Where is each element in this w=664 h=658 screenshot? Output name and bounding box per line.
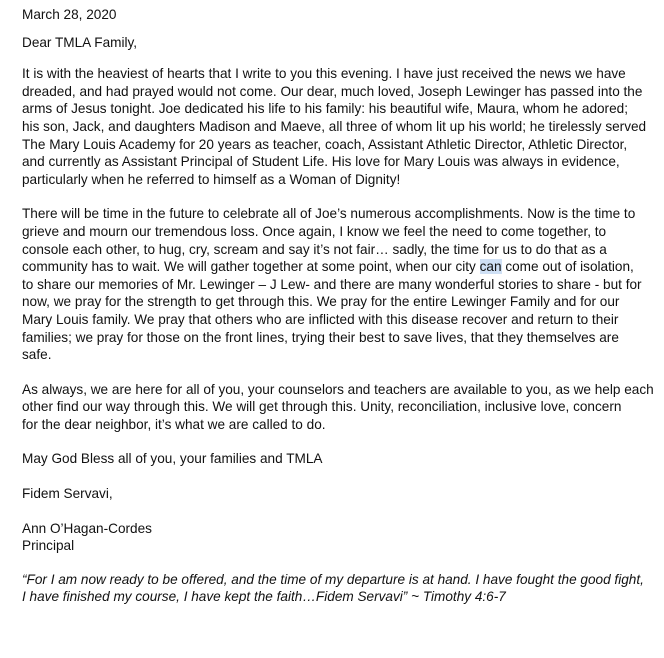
paragraph-line: console each other, to hug, cry, scream and say it’s not fair… sadly, the time for us to do that as a (22, 241, 607, 257)
blessing-text: May God Bless all of you, your families and TMLA (22, 451, 323, 467)
selected-word-highlight[interactable]: can (479, 259, 502, 275)
letter-greeting (22, 34, 646, 52)
paragraph-line: There will be time in the future to celebrate all of Joe’s numerous accomplishments. Now is the time to (22, 206, 636, 222)
paragraph-line: It is with the heaviest of hearts that I write to you this evening. I have just received the news we have (22, 66, 626, 82)
paragraph-line: particularly when he referred to himself as a Woman of Dignity! (22, 171, 401, 187)
closing (22, 485, 646, 503)
paragraph-line-with-selection (22, 258, 646, 276)
blessing (22, 450, 646, 468)
line-segment: come out of isolation, (501, 259, 634, 275)
paragraph-1 (22, 65, 646, 188)
paragraph-line: safe. (22, 347, 52, 363)
paragraph-line: his son, Jack, and daughters Madison and Maeve, all three of whom lit up his world; he tirelessly served (22, 118, 647, 134)
paragraph-line: now, we pray for the strength to get through this. We pray for the entire Lewinger Family and for our (22, 294, 620, 310)
date-text: March 28, 2020 (22, 7, 117, 22)
paragraph-line: and currently as Assistant Principal of Student Life. His love for Mary Louis was always in evidence, (22, 154, 620, 170)
signature-name: Ann O’Hagan-Cordes (22, 520, 152, 536)
paragraph-line: to share our memories of Mr. Lewinger – J Lew- and there are many wonderful stories to share - but for (22, 276, 642, 292)
paragraph-line: Mary Louis family. We pray that others who are inflicted with this disease recover and return to their (22, 311, 619, 327)
letter-date (22, 6, 646, 24)
paragraph-line: other find our way through this. We will get through this. Unity, reconciliation, inclusive love, concern (22, 399, 622, 415)
line-segment: community has to wait. We will gather together at some point, when our city (22, 259, 480, 275)
paragraph-line: The Mary Louis Academy for 20 years as teacher, coach, Assistant Athletic Director, Athletic Director, (22, 136, 628, 152)
paragraph-line: As always, we are here for all of you, your counselors and teachers are available to you, as we help each (22, 381, 654, 397)
scripture-quote (22, 571, 646, 606)
closing-text: Fidem Servavi, (22, 486, 113, 502)
paragraph-2 (22, 205, 646, 363)
quote-line: I have finished my course, I have kept the faith…Fidem Servavi” ~ Timothy 4:6-7 (22, 589, 506, 605)
paragraph-line: grieve and mourn our tremendous loss. Once again, I know we feel the need to come together, to (22, 223, 607, 239)
signature-title: Principal (22, 538, 75, 554)
quote-line: “For I am now ready to be offered, and the time of my departure is at hand. I have fought the good fight, (22, 571, 644, 587)
paragraph-3 (22, 381, 654, 434)
paragraph-line: arms of Jesus tonight. Joe dedicated his life to his family: his beautiful wife, Maura, whom he adored; (22, 101, 628, 117)
paragraph-line: dreaded, and had prayed would not come. Our dear, much loved, Joseph Lewinger has passed into the (22, 83, 643, 99)
greeting-text: Dear TMLA Family, (22, 34, 138, 50)
paragraph-line: families; we pray for those on the front lines, trying their best to save lives, that they themselves are (22, 329, 619, 345)
signature (22, 520, 646, 555)
paragraph-line: for the dear neighbor, it’s what we are called to do. (22, 416, 326, 432)
